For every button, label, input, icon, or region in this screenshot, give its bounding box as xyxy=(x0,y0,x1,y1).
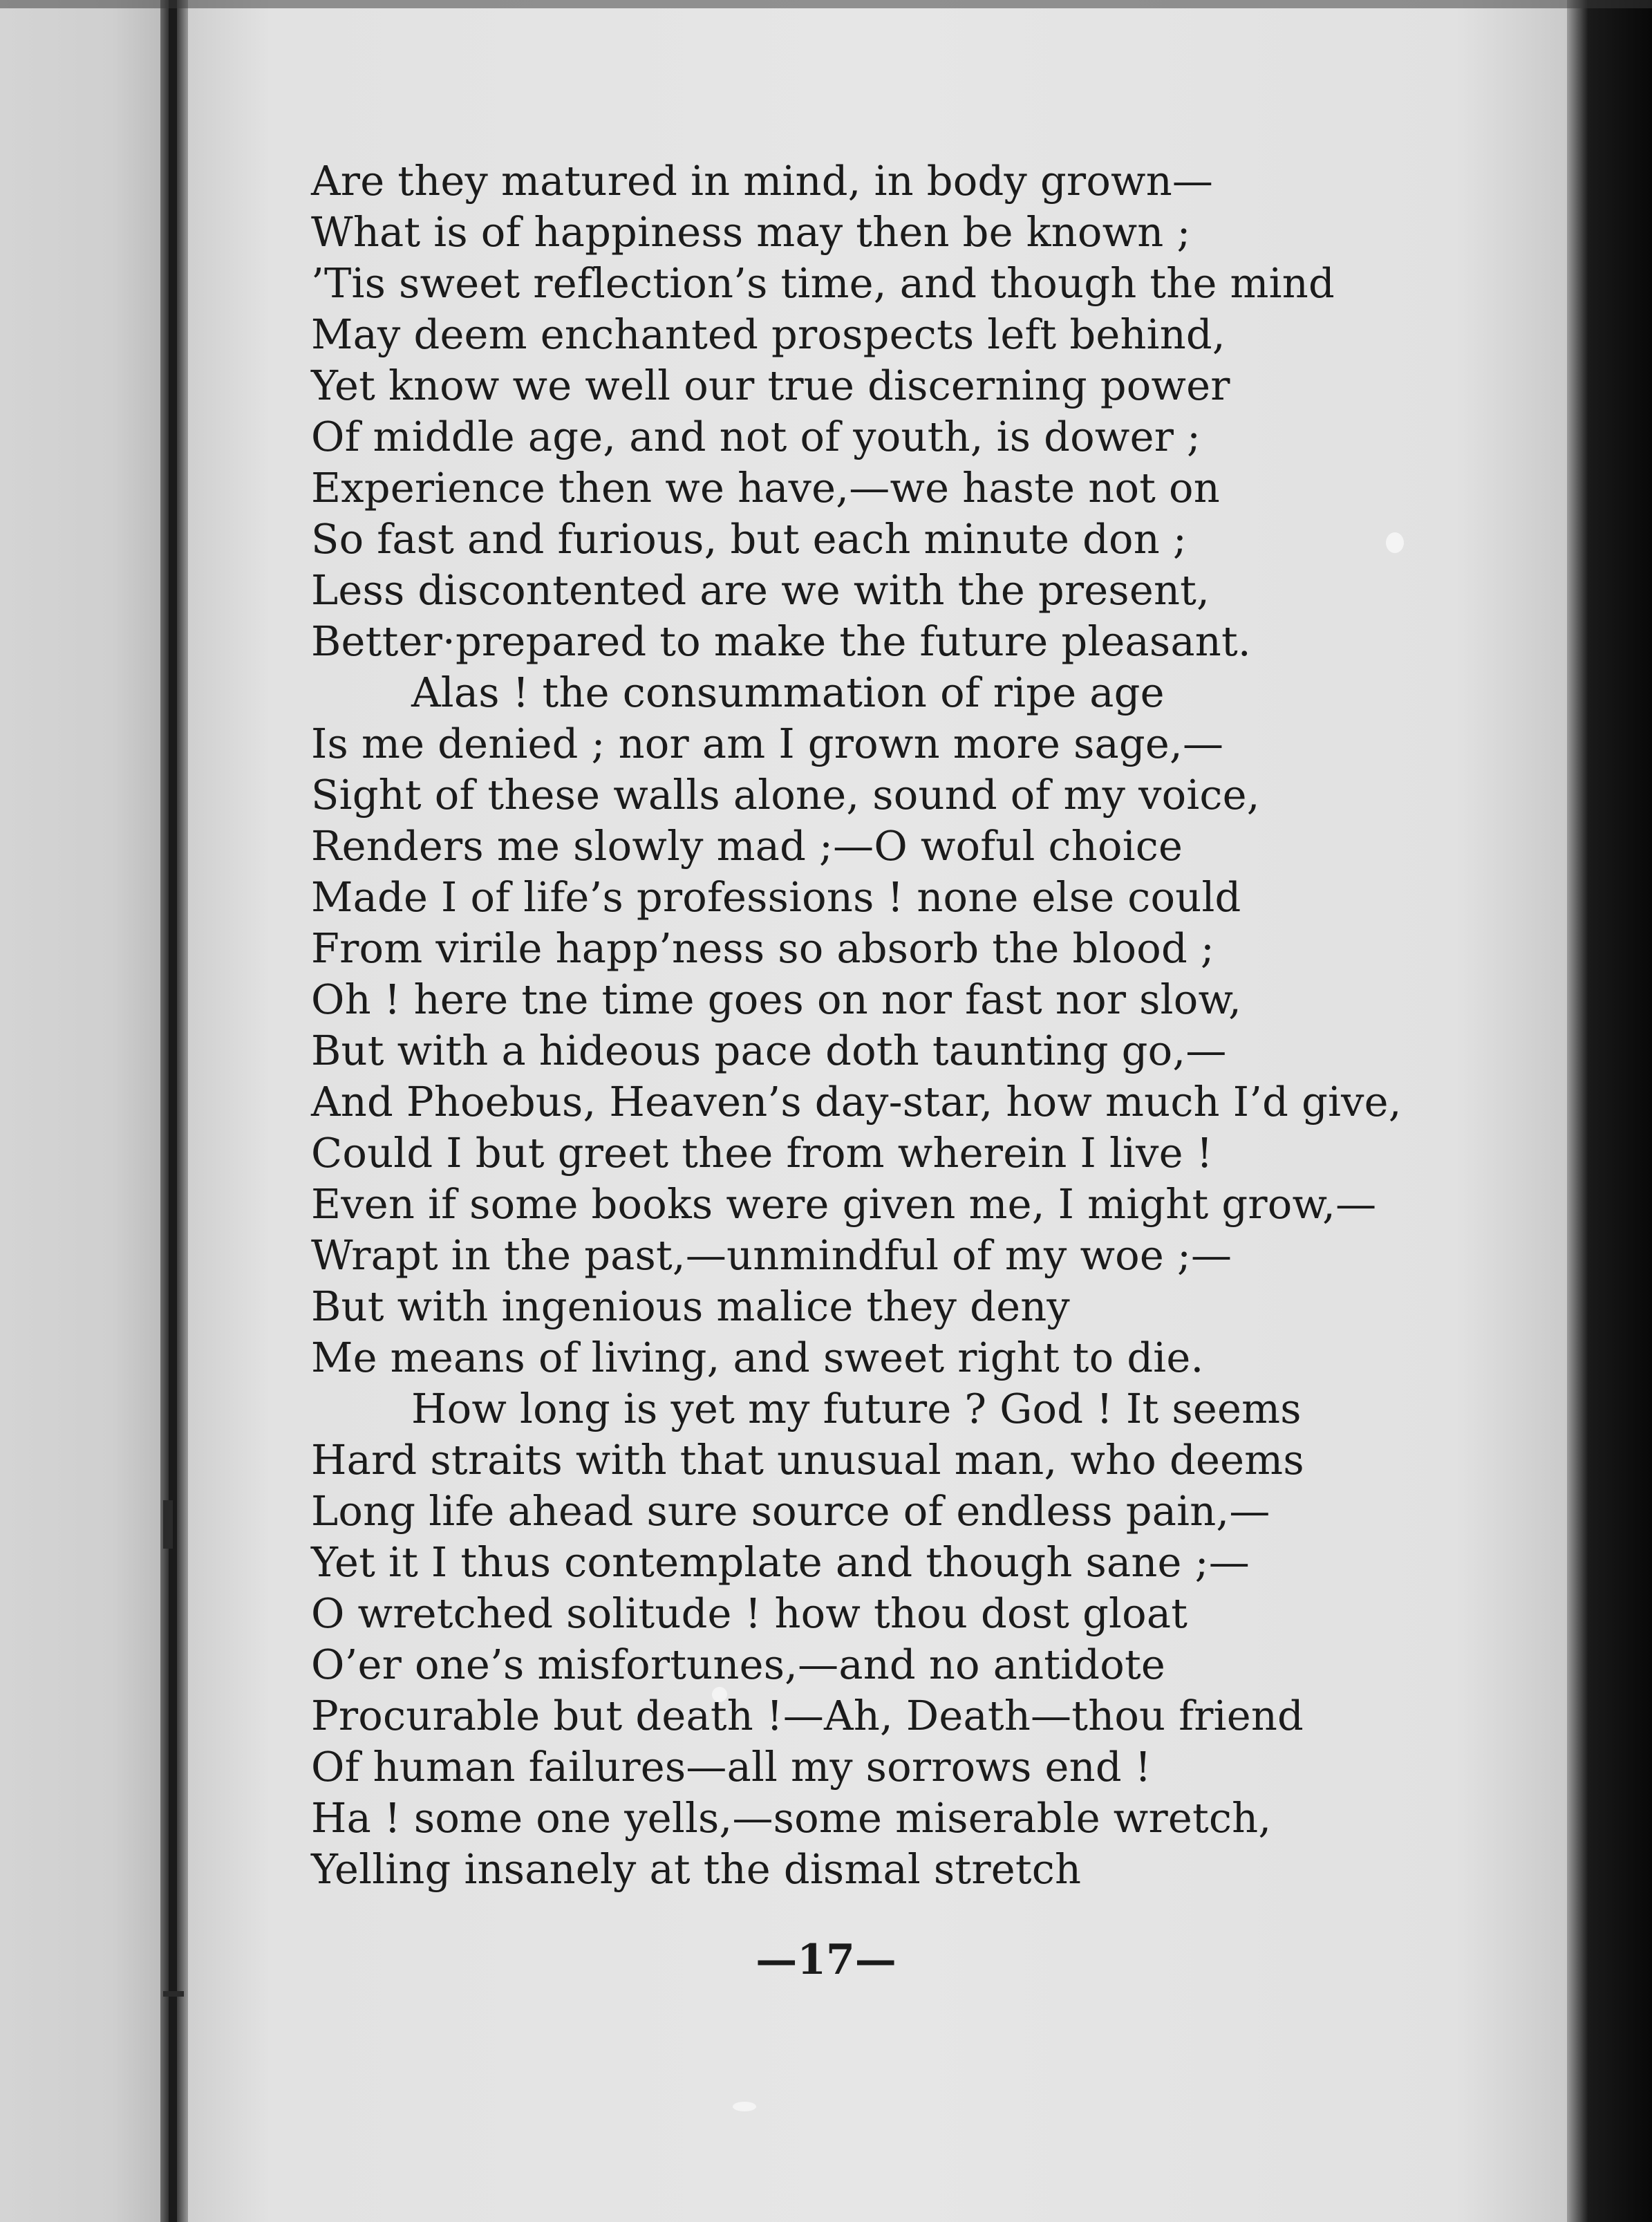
gutter-tick-mark xyxy=(163,1500,173,1549)
poem-line: Wrapt in the past,—unmindful of my woe ;— xyxy=(311,1231,1232,1279)
poem-line: Sight of these walls alone, sound of my voice, xyxy=(311,771,1260,819)
page-right-edge-shadow xyxy=(1567,0,1652,2222)
poem-line: Of middle age, and not of youth, is dower ; xyxy=(311,413,1201,460)
poem-line: O wretched solitude ! how thou dost gloat xyxy=(311,1589,1188,1637)
poem-line: Less discontented are we with the present, xyxy=(311,566,1210,614)
poem-line: What is of happiness may then be known ; xyxy=(311,208,1191,256)
poem-line: Yelling insanely at the dismal stretch xyxy=(311,1845,1082,1893)
poem-line: May deem enchanted prospects left behind, xyxy=(311,310,1226,358)
poem-line: Oh ! here tne time goes on nor fast nor slow, xyxy=(311,975,1242,1023)
poem-line: Hard straits with that unusual man, who deems xyxy=(311,1436,1304,1484)
poem-line: Procurable but death !—Ah, Death—thou friend xyxy=(311,1692,1304,1739)
poem-line: ’Tis sweet reflection’s time, and though the mind xyxy=(311,259,1335,307)
poem-line: Could I but greet thee from wherein I live ! xyxy=(311,1129,1213,1177)
poem-line: Made I of life’s professions ! none else could xyxy=(311,873,1241,921)
poem-line: Of human failures—all my sorrows end ! xyxy=(311,1743,1152,1791)
poem-line: So fast and furious, but each minute don ; xyxy=(311,515,1187,563)
scan-speck xyxy=(733,2102,756,2111)
poem-line: Yet it I thus contemplate and though sane ;— xyxy=(311,1538,1250,1586)
poem-line: Ha ! some one yells,—some miserable wretch, xyxy=(311,1794,1272,1842)
poem-line: From virile happ’ness so absorb the blood ; xyxy=(311,924,1214,972)
page-number: —17— xyxy=(755,1936,897,1984)
poem-line: Experience then we have,—we haste not on xyxy=(311,464,1220,512)
page-top-edge xyxy=(0,0,1652,8)
poem-line: Is me denied ; nor am I grown more sage,— xyxy=(311,720,1224,767)
poem-line: And Phoebus, Heaven’s day-star, how much I’d give, xyxy=(311,1078,1402,1126)
poem-line: But with a hideous pace doth taunting go,— xyxy=(311,1027,1227,1074)
poem-line: Renders me slowly mad ;—O woful choice xyxy=(311,822,1183,870)
poem-line: But with ingenious malice they deny xyxy=(311,1282,1070,1330)
poem-line: Yet know we well our true discerning power xyxy=(311,362,1230,409)
poem-line: Better·prepared to make the future pleasant. xyxy=(311,617,1251,665)
poem-line: Are they matured in mind, in body grown— xyxy=(311,157,1214,205)
poem-line: Even if some books were given me, I might grow,— xyxy=(311,1180,1377,1228)
poem-line: Long life ahead sure source of endless pain,— xyxy=(311,1487,1270,1535)
poem-line: Alas ! the consummation of ripe age xyxy=(411,669,1165,716)
poem-line: How long is yet my future ? God ! It seems xyxy=(411,1385,1302,1432)
gutter-shadow xyxy=(169,0,177,2222)
gutter-tick-mark xyxy=(163,1991,184,1997)
facing-page-edge xyxy=(0,0,160,2222)
poem-line: Me means of living, and sweet right to die. xyxy=(311,1334,1204,1381)
poem-text xyxy=(311,156,1500,1895)
poem-line: O’er one’s misfortunes,—and no antidote xyxy=(311,1641,1165,1688)
